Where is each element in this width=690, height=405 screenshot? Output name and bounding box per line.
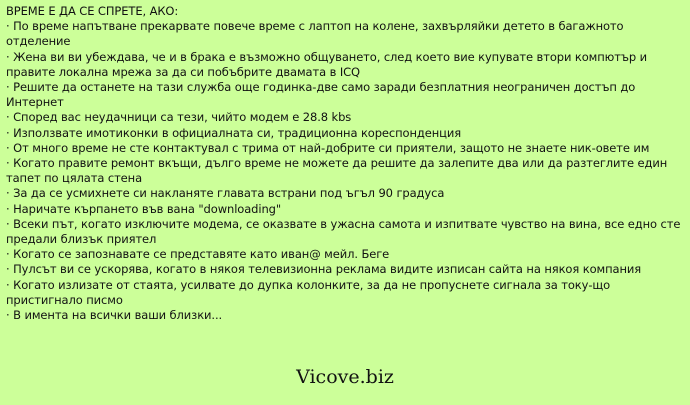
list-item: · Когато излизате от стаята, усилвате до дупка колонките, за да не пропуснете сигнала за току-що пристигнало писмо [6, 278, 686, 308]
list-item: · Всеки път, когато изключите модема, се оказвате в ужасна самота и изпитвате чувство на вина, все едно сте предали близък приятел [6, 217, 686, 247]
list-item: · Когато се запознавате се представяте като иван@ мейл. Бегe [6, 247, 686, 262]
joke-text-block [6, 4, 686, 323]
list-item: · Пулсът ви се ускорява, когато в някоя телевизионна реклама видите изписан сайта на някоя компания [6, 262, 686, 277]
list-item: · Използвате имотиконки в официалната си, традиционна кореспонденция [6, 126, 686, 141]
list-item: · Когато правите ремонт вкъщи, дълго време не можете да решите да залепите два или да разтеглите един тапет по цялата стена [6, 156, 686, 186]
list-item: · Наричате кърпането във вана "downloading" [6, 202, 686, 217]
list-item: · Решите да останете на тази служба още годинка-две само заради безплатния неограничен достъп до Интернет [6, 80, 686, 110]
site-watermark: Vicove.biz [296, 366, 394, 388]
list-item: · Според вас неудачници са тези, чийто модем е 28.8 kbs [6, 110, 686, 125]
joke-title: ВРЕМЕ Е ДА СЕ СПРЕТЕ, АКО: [6, 4, 179, 18]
list-item: · По време напътване прекарвате повече време с лаптоп на колене, захвърляйки детето в багажното отделение [6, 19, 686, 49]
list-item: · Жена ви ви убеждава, че и в брака е възможно общуването, след което вие купувате втори компютър и правите локална мрежа за да си побъбрите двамата в ICQ [6, 50, 686, 80]
list-item: · В имента на всички ваши близки... [6, 308, 686, 323]
list-item: · За да се усмихнете си накланяте главата встрани под ъгъл 90 градуса [6, 186, 686, 201]
list-item: · От много време не сте контактувал с трима от най-добрите си приятели, защото не знаете ник-овете им [6, 141, 686, 156]
